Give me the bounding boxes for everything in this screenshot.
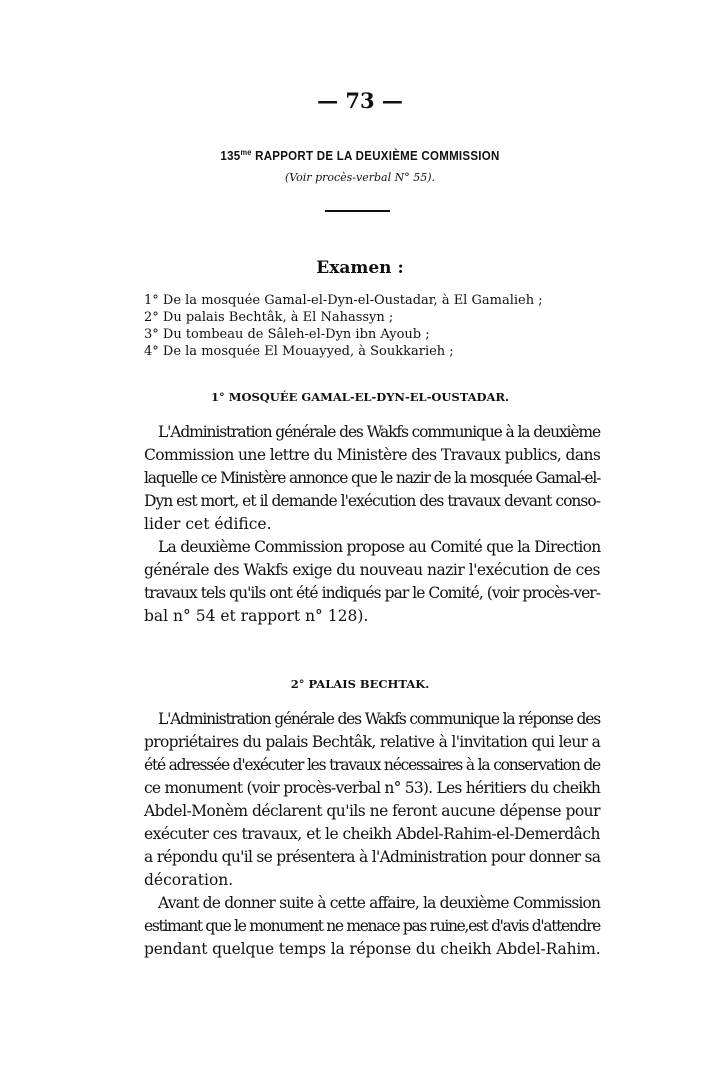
report-number-suffix: me: [240, 148, 252, 157]
list-item: 2° Du palais Bechtâk, à El Nahassyn ;: [144, 310, 394, 325]
list-item: 4° De la mosquée El Mouayyed, à Soukkarieh ;: [144, 344, 454, 359]
text-line: exécuter ces travaux, et le cheikh Abdel-Rahim-el-Demerdâch: [144, 825, 600, 843]
list-item: 3° Du tombeau de Sâleh-el-Dyn ibn Ayoub ;: [144, 327, 430, 342]
text-line: ce monument (voir procès-verbal n° 53). Les héritiers du cheikh: [144, 779, 601, 797]
text-line: Dyn est mort, et il demande l'exécution des travaux devant conso-: [144, 492, 600, 510]
text-line: La deuxième Commission propose au Comité que la Direction: [158, 538, 601, 556]
paragraph-section-1: [144, 421, 600, 628]
text-line: L'Administration générale des Wakfs communique à la deuxième: [158, 423, 600, 441]
report-number: 135: [220, 149, 241, 164]
report-title: [29, 148, 691, 163]
text-line: Abdel-Monèm déclarent qu'ils ne feront aucune dépense pour: [144, 802, 600, 820]
examen-heading: Examen :: [316, 258, 404, 278]
report-title-text: RAPPORT DE LA DEUXIÈME COMMISSION: [251, 149, 500, 164]
paragraph-section-2: [144, 708, 600, 961]
page-number: — 73 —: [317, 88, 403, 113]
text-line: estimant que le monument ne menace pas ruine,est d'avis d'attendre: [144, 917, 600, 935]
section-heading: 2° PALAIS BECHTAK.: [290, 677, 430, 691]
text-line: lider cet édifice.: [144, 515, 272, 533]
text-line: travaux tels qu'ils ont été indiqués par le Comité, (voir procès-ver-: [144, 584, 600, 602]
divider: [325, 210, 390, 212]
text-line: pendant quelque temps la réponse du cheikh Abdel-Rahim.: [144, 940, 601, 958]
text-line: décoration.: [144, 871, 234, 889]
text-line: laquelle ce Ministère annonce que le nazir de la mosquée Gamal-el-: [144, 469, 601, 487]
report-subtitle: (Voir procès-verbal N° 55).: [284, 171, 436, 184]
agenda-list: [144, 292, 543, 360]
text-line: propriétaires du palais Bechtâk, relative à l'invitation qui leur a: [144, 733, 601, 751]
text-line: a répondu qu'il se présentera à l'Administration pour donner sa: [144, 848, 601, 866]
text-line: L'Administration générale des Wakfs communique la réponse des: [158, 710, 600, 728]
text-line: générale des Wakfs exige du nouveau nazir l'exécution de ces: [144, 561, 600, 579]
text-line: Avant de donner suite à cette affaire, la deuxième Commission: [158, 894, 601, 912]
text-line: Commission une lettre du Ministère des Travaux publics, dans: [144, 446, 601, 464]
text-line: bal n° 54 et rapport n° 128).: [144, 607, 369, 625]
section-heading: 1° MOSQUÉE GAMAL-EL-DYN-EL-OUSTADAR.: [210, 390, 510, 404]
text-line: été adressée d'exécuter les travaux nécessaires à la conservation de: [144, 756, 600, 774]
list-item: 1° De la mosquée Gamal-el-Dyn-el-Oustadar, à El Gamalieh ;: [144, 293, 543, 308]
